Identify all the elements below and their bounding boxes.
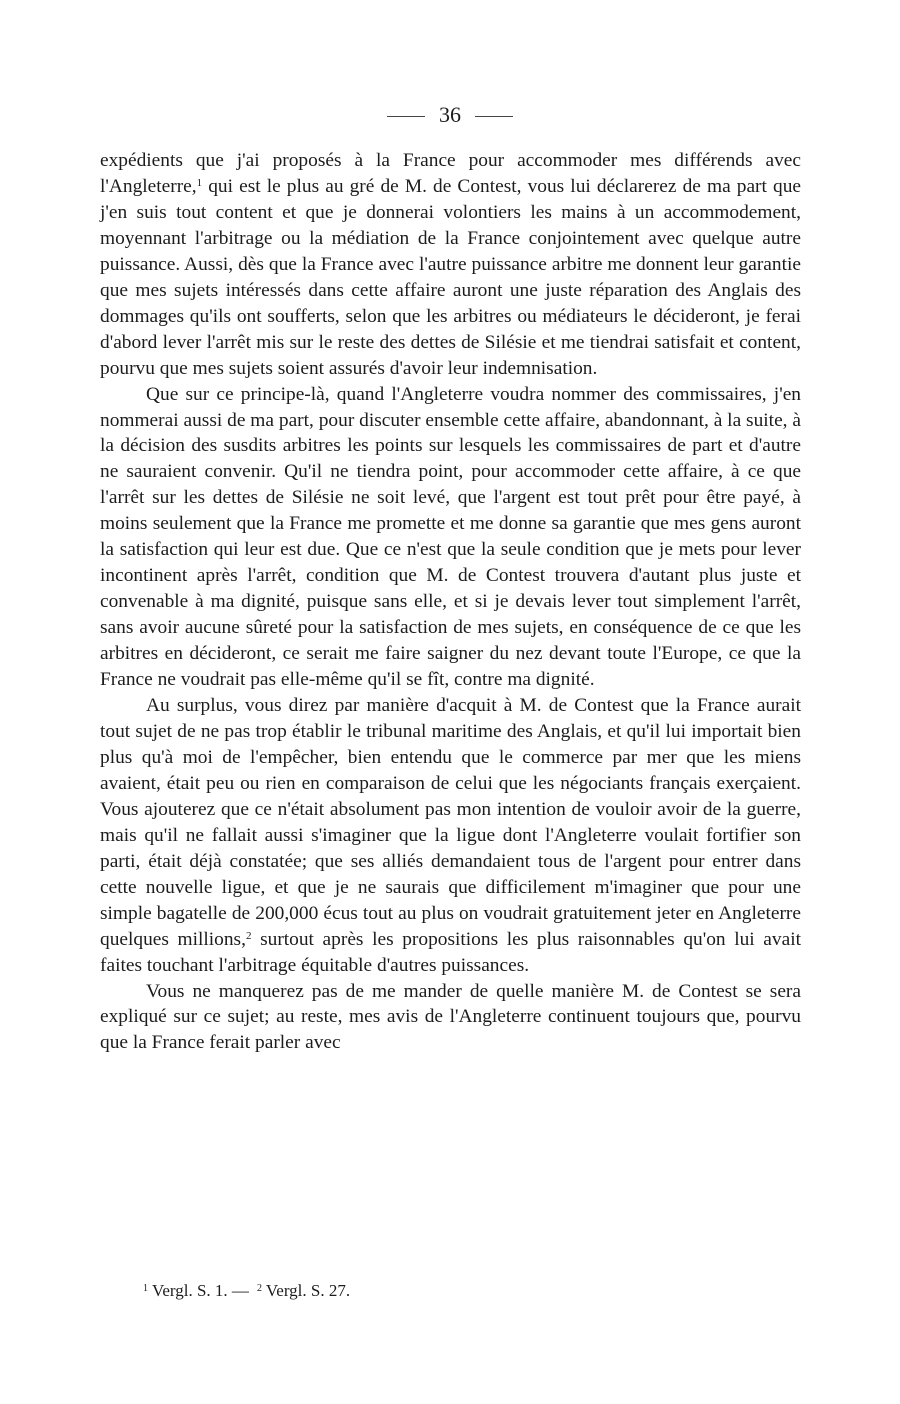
footnote-1	[143, 1280, 249, 1302]
footnote-2-mark: 2	[256, 1283, 262, 1294]
paragraph-1-text-end: qui est le plus au gré de M. de Contest, vous lui déclarerez de ma part que j'en suis tout content et que je donnerai volontiers les mains à un accommodement, moyennant l'arbitrage ou la médiation de la France conjointement avec quelque autre puissance. Aussi, dès que la France avec l'autre puissance arbitre me donnent leur garantie que mes sujets intéressés dans cette affaire auront une juste réparation des Anglais des dommages qu'ils ont soufferts, selon que les arbitres ou médiateurs le décideront, je ferai d'abord lever l'arrêt mis sur le reste des dettes de Silésie et me tiendrai satisfait et content, pourvu que mes sujets soient assurés d'avoir leur indemnisation.	[100, 175, 801, 379]
paragraph-4: Vous ne manquerez pas de me mander de quelle manière M. de Contest se sera expliqué sur ce sujet; au reste, mes avis de l'Angleterre continuent toujours que, pourvu que la France ferait parler avec	[100, 980, 801, 1054]
footnotes	[143, 1280, 350, 1302]
paragraph-3-text-start: Au surplus, vous direz par manière d'acquit à M. de Contest que la France aurait tout sujet de ne pas trop établir le tribunal maritime des Anglais, et qu'il lui importait bien plus qu'à moi de l'empêcher, bien entendu que le commerce par mer que les miens avaient, était peu ou rien en comparaison de celui que les négociants français exerçaient. Vous ajouterez que ce n'était absolument pas mon intention de vouloir avoir de la guerre, mais qu'il ne fallait aussi s'imaginer que la ligue dont l'Angleterre voulait fortifier son parti, était déjà constatée; que ses alliés demandaient tous de l'argent pour entrer dans cette nouvelle ligue, et que je ne saurais que difficilement m'imaginer que pour une simple bagatelle de 200,000 écus tout au plus on voudrait gratuitement jeter en Angleterre quelques millions,	[100, 695, 801, 950]
body-text	[100, 148, 801, 1056]
paragraph-3-text-end: surtout après les propositions les plus raisonnables qu'on lui avait faites touchant l'arbitrage équitable d'autres puissances.	[100, 928, 801, 976]
paragraph-1-text-start: expédients que j'ai proposés à la France pour accommoder mes différends avec l'Angleterre,	[100, 150, 801, 197]
footnote-1-mark: 1	[143, 1283, 148, 1294]
footnote-2-text: Vergl. S. 27.	[265, 1281, 351, 1300]
paragraph-1	[100, 148, 801, 382]
header-rule-left	[387, 116, 425, 117]
footnote-mark-1: 1	[196, 176, 203, 189]
header-rule-right	[475, 116, 513, 117]
page-header	[0, 100, 900, 130]
page-number: 36	[439, 102, 461, 127]
paragraph-3	[100, 693, 801, 978]
footnote-mark-2: 2	[245, 929, 252, 942]
paragraph-2: Que sur ce principe-là, quand l'Angleterre voudra nommer des commissaires, j'en nommerai aussi de ma part, pour discuter ensemble cette affaire, abandonnant, à la suite, à la décision des susdits arbitres les points sur lesquels les commissaires de part et d'autre ne sauraient convenir. Qu'il ne tiendra point, pour accommoder cette affaire, à ce que l'arrêt sur les dettes de Silésie ne soit levé, que l'argent est tout prêt pour être payé, à moins seulement que la France me promette et me donne sa garantie que mes gens auront la satisfaction qui leur est due. Que ce n'est que la seule condition que je mets pour lever incontinent après l'arrêt, condition que M. de Contest trouvera d'autant plus juste et convenable à ma dignité, puisque sans elle, et si je devais lever tout simplement l'arrêt, sans avoir aucune sûreté pour la satisfaction de mes sujets, en conséquence de ce que les arbitres en décideront, ce serait me faire saigner du nez devant toute l'Europe, ce que la France ne voudrait pas elle-même qu'il se fît, contre ma dignité.	[100, 383, 801, 691]
footnote-2	[257, 1280, 350, 1302]
footnote-1-text: Vergl. S. 1. —	[151, 1281, 249, 1300]
